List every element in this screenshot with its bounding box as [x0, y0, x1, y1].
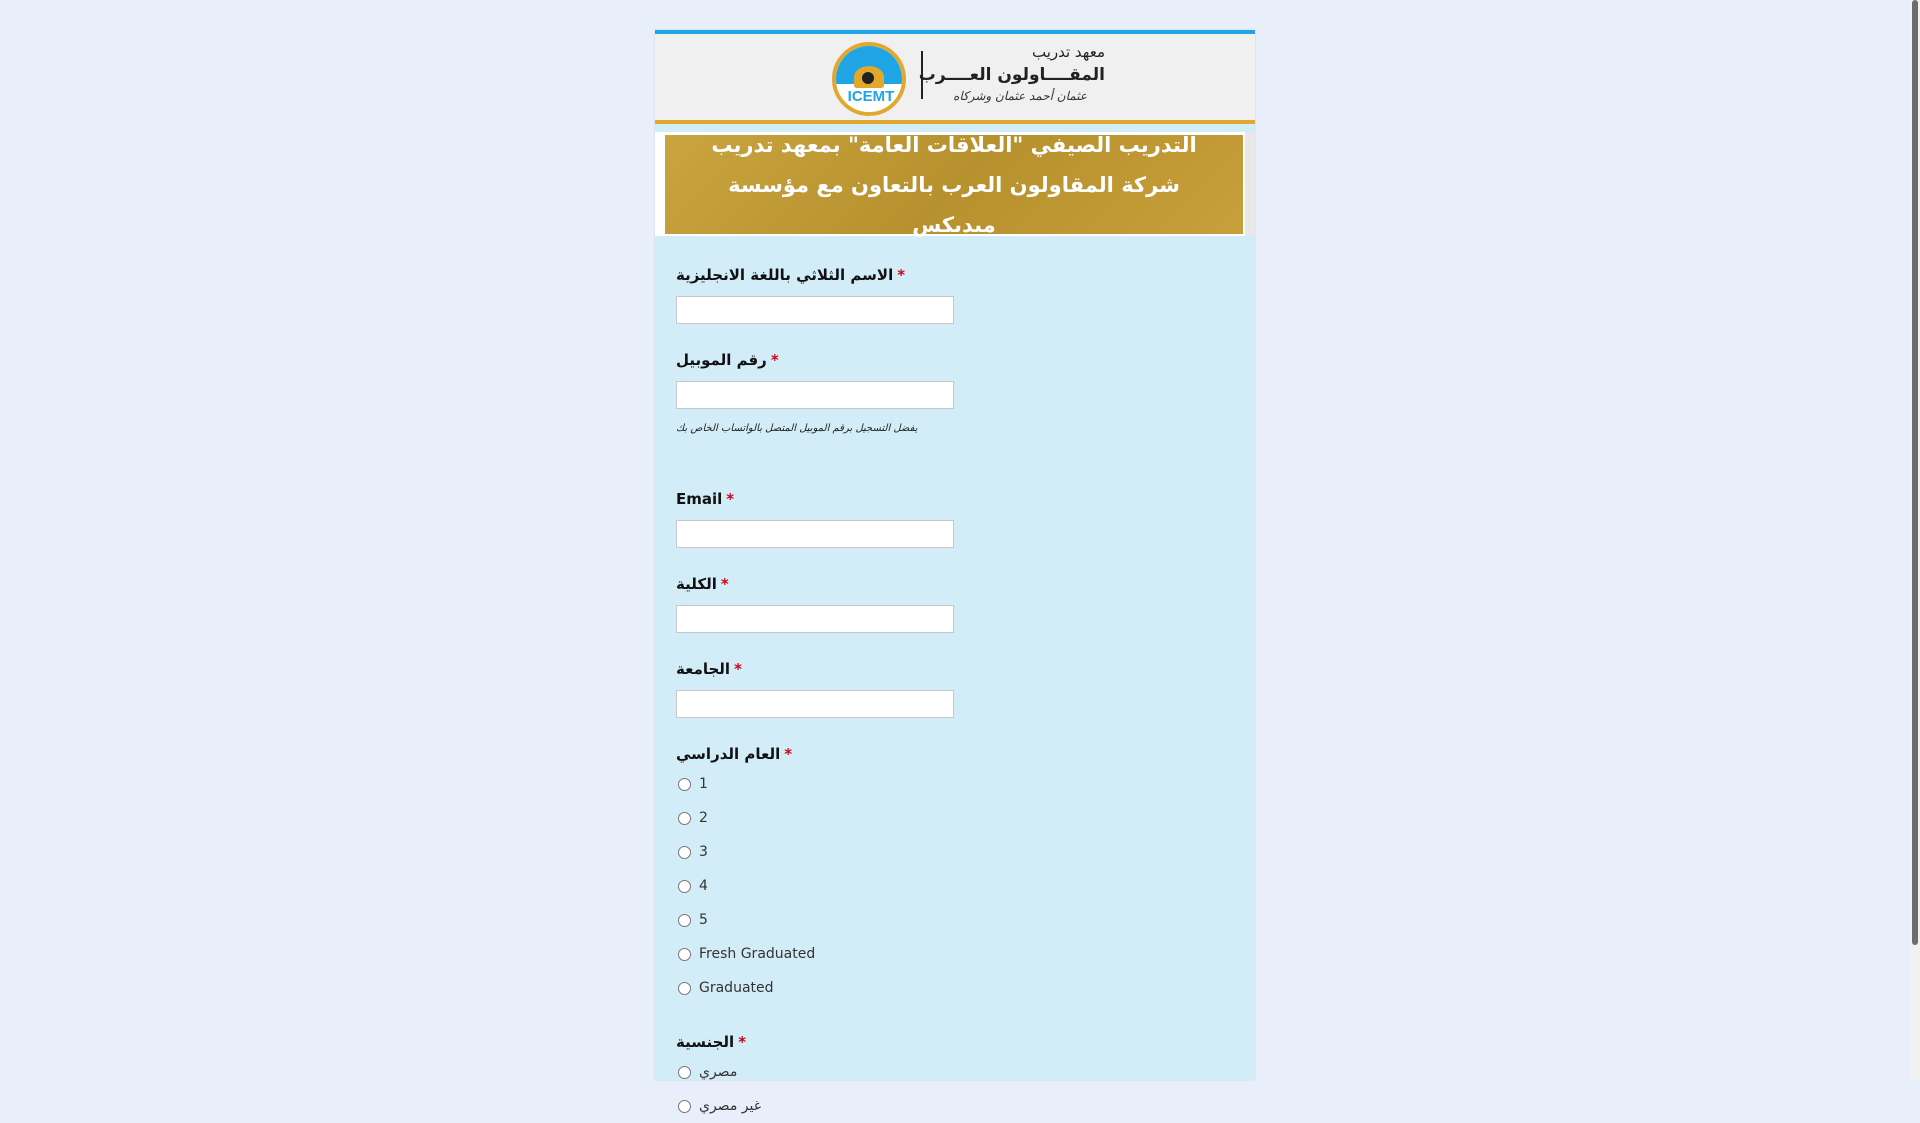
university-label: الجامعة * [676, 660, 742, 678]
institute-name: معهد تدريب [1031, 43, 1105, 61]
nationality-radio-egyptian[interactable] [678, 1066, 691, 1079]
year-radio-5[interactable] [678, 914, 691, 927]
year-radio-fresh-graduated[interactable] [678, 948, 691, 961]
radio-option[interactable]: غير مصري [676, 1089, 1236, 1123]
form-title-frame [655, 132, 1255, 236]
mobile-hint: يفضل التسجيل برقم الموبيل المتصل بالواتساب الخاص بك [676, 423, 918, 434]
full-name-field [676, 264, 1236, 324]
required-mark: * [897, 266, 906, 284]
radio-option[interactable]: 2 [676, 801, 1236, 835]
year-radio-2[interactable] [678, 812, 691, 825]
mobile-label: رقم الموبيل * [676, 351, 779, 369]
required-mark: * [720, 575, 729, 593]
full-name-input[interactable] [676, 296, 954, 324]
full-name-label: الاسم الثلاثي باللغة الانجليزية * [676, 266, 906, 284]
mobile-input[interactable] [676, 381, 954, 409]
radio-option[interactable]: Graduated [676, 971, 1236, 1005]
university-input[interactable] [676, 690, 954, 718]
nationality-label: الجنسية * [676, 1033, 747, 1051]
year-radio-graduated[interactable] [678, 982, 691, 995]
logo-abbrev: ICEMT [847, 88, 895, 105]
academic-year-options [676, 767, 1236, 1005]
radio-option[interactable]: 1 [676, 767, 1236, 801]
year-radio-3[interactable] [678, 846, 691, 859]
scrollbar-thumb[interactable] [1912, 0, 1918, 945]
faculty-label: الكلية * [676, 575, 729, 593]
radio-option[interactable]: Fresh Graduated [676, 937, 1236, 971]
email-label: Email * [676, 490, 735, 508]
required-mark: * [726, 490, 735, 508]
academic-year-label: العام الدراسي * [676, 745, 793, 763]
header-banner [655, 30, 1255, 124]
required-mark: * [738, 1033, 747, 1051]
required-mark: * [784, 745, 793, 763]
email-field [676, 488, 1236, 548]
nationality-radio-non-egyptian[interactable] [678, 1100, 691, 1113]
founder-name: عثمان أحمد عثمان وشركاه [953, 89, 1087, 103]
year-radio-1[interactable] [678, 778, 691, 791]
nationality-options [676, 1055, 1236, 1123]
faculty-field [676, 573, 1236, 633]
form-title: التدريب الصيفي "العلاقات العامة" بمعهد تدريب شركة المقاولون العرب بالتعاون مع مؤسسة ميديكس [665, 135, 1243, 234]
radio-option[interactable]: 5 [676, 903, 1236, 937]
required-mark: * [734, 660, 742, 678]
university-field [676, 658, 1236, 718]
page-scrollbar[interactable] [1910, 0, 1920, 1080]
company-name: المقــــاولون العــــرب [918, 65, 1105, 85]
radio-option[interactable]: مصري [676, 1055, 1236, 1089]
email-input[interactable] [676, 520, 954, 548]
radio-option[interactable]: 4 [676, 869, 1236, 903]
year-radio-4[interactable] [678, 880, 691, 893]
required-mark: * [770, 351, 779, 369]
radio-option[interactable]: 3 [676, 835, 1236, 869]
registration-form [655, 30, 1255, 1114]
nationality-field [676, 1031, 1236, 1123]
academic-year-field [676, 743, 1236, 1005]
faculty-input[interactable] [676, 605, 954, 633]
mobile-field [676, 349, 1236, 434]
